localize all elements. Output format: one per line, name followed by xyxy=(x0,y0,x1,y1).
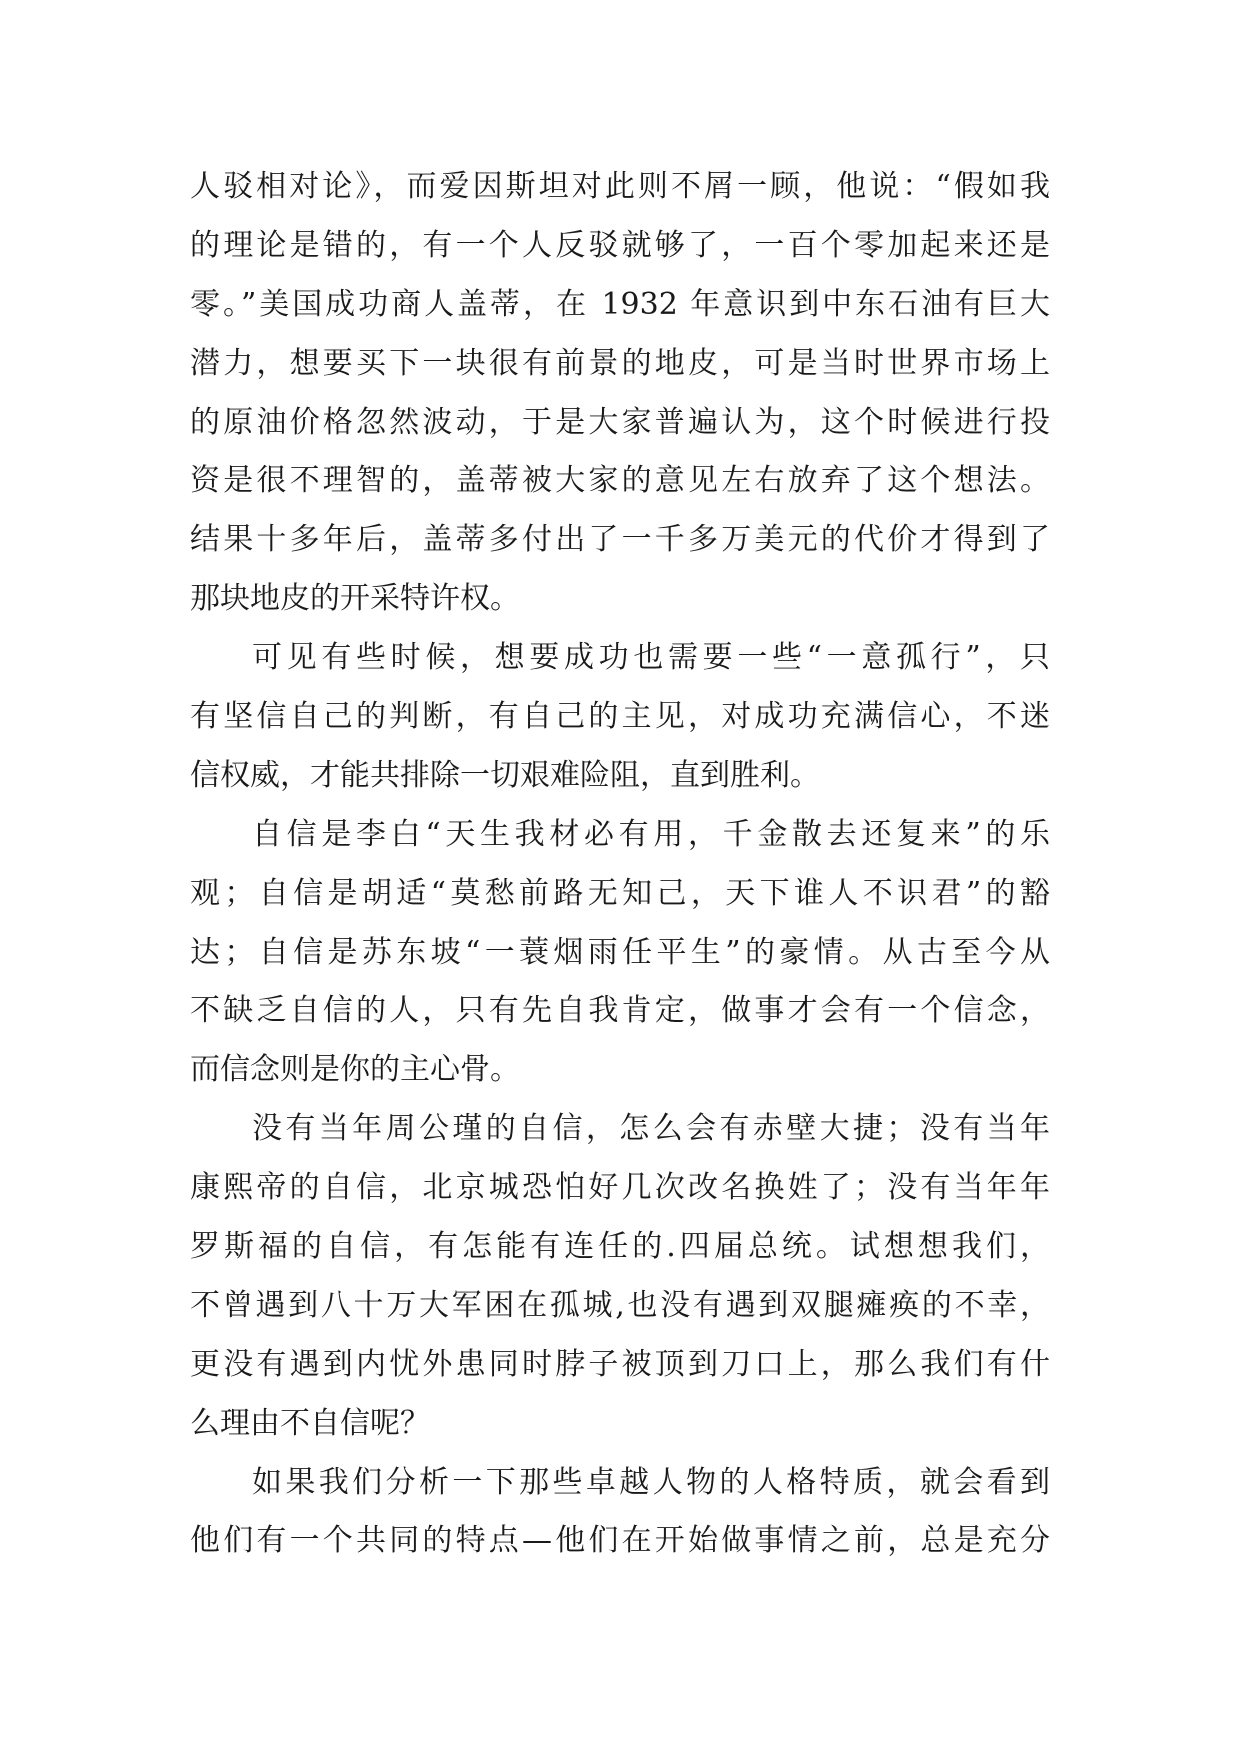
paragraph-2 xyxy=(190,629,1050,806)
text-line: 结果十多年后，盖蒂多付出了一千多万美元的代价才得到了 xyxy=(190,522,1050,558)
body-text xyxy=(190,158,1050,1571)
text-line: 观；自信是胡适“莫愁前路无知己，天下谁人不识君”的豁 xyxy=(190,875,1050,911)
paragraph-1 xyxy=(190,158,1050,629)
text-line: 潜力，想要买下一块很有前景的地皮，可是当时世界市场上 xyxy=(190,345,1050,381)
text-line: 如果我们分析一下那些卓越人物的人格特质，就会看到 xyxy=(252,1464,1050,1500)
text-line: 不曾遇到八十万大军困在孤城,也没有遇到双腿瘫痪的不幸， xyxy=(190,1287,1050,1323)
text-line: 达；自信是苏东坡“一蓑烟雨任平生”的豪情。从古至今从 xyxy=(190,934,1050,970)
text-line: 他们有一个共同的特点—他们在开始做事情之前，总是充分 xyxy=(190,1523,1050,1559)
text-line: 那块地皮的开采特许权。 xyxy=(190,581,520,617)
text-line: 更没有遇到内忧外患同时脖子被顶到刀口上，那么我们有什 xyxy=(190,1346,1050,1382)
text-line: 没有当年周公瑾的自信，怎么会有赤壁大捷；没有当年 xyxy=(252,1111,1050,1147)
text-line: 有坚信自己的判断，有自己的主见，对成功充满信心，不迷 xyxy=(190,699,1050,735)
paragraph-5 xyxy=(190,1454,1050,1572)
paragraph-4 xyxy=(190,1100,1050,1453)
text-line: 罗斯福的自信，有怎能有连任的.四届总统。试想想我们， xyxy=(190,1229,1050,1265)
text-line: 可见有些时候，想要成功也需要一些“一意孤行”，只 xyxy=(252,640,1050,676)
paragraph-3 xyxy=(190,806,1050,1100)
text-line: 而信念则是你的主心骨。 xyxy=(190,1052,520,1088)
text-line: 资是很不理智的，盖蒂被大家的意见左右放弃了这个想法。 xyxy=(190,463,1050,499)
text-line: 不缺乏自信的人，只有先自我肯定，做事才会有一个信念， xyxy=(190,993,1050,1029)
text-line: 康熙帝的自信，北京城恐怕好几次改名换姓了；没有当年年 xyxy=(190,1170,1050,1206)
text-line: 的理论是错的，有一个人反驳就够了，一百个零加起来还是 xyxy=(190,227,1050,263)
text-line: 零。”美国成功商人盖蒂，在 1932 年意识到中东石油有巨大 xyxy=(190,286,1050,322)
text-line: 人驳相对论》，而爱因斯坦对此则不屑一顾，他说：“假如我 xyxy=(190,169,1050,204)
text-line: 么理由不自信呢？ xyxy=(190,1405,430,1441)
text-line: 自信是李白“天生我材必有用，千金散去还复来”的乐 xyxy=(252,816,1050,852)
text-line: 的原油价格忽然波动，于是大家普遍认为，这个时候进行投 xyxy=(190,404,1050,440)
text-line: 信权威，才能共排除一切艰难险阻，直到胜利。 xyxy=(190,757,820,793)
